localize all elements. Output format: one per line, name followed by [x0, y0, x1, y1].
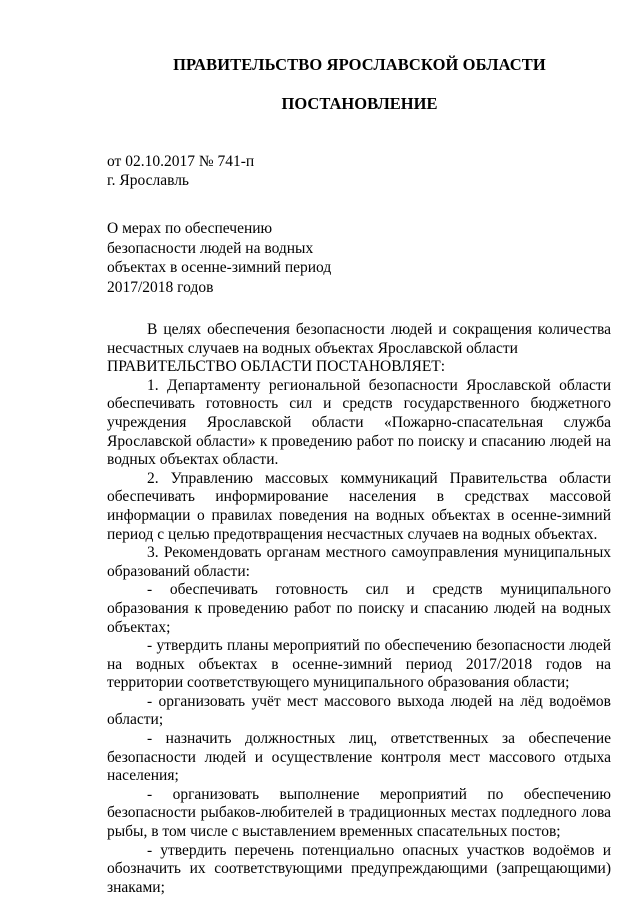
document-type: ПОСТАНОВЛЕНИЕ — [281, 94, 438, 113]
subclause: - утвердить перечень потенциально опасных участков водоёмов и обозначить их соответствующими предупреждающими (запрещающими) знаками; — [107, 841, 611, 896]
document-body — [107, 321, 611, 897]
intro-paragraph: В целях обеспечения безопасности людей и сокращения количества несчастных случаев на водных объектах Ярославской области — [107, 321, 611, 357]
subject-line: безопасности людей на водных — [107, 239, 314, 257]
subclause: - обеспечивать готовность сил и средств муниципального образования к проведению работ по поиску и спасанию людей на водных объектах; — [107, 581, 611, 636]
subclause: - утвердить планы мероприятий по обеспечению безопасности людей на водных объектах в осенне-зимний период 2017/2018 годов на территории соответствующего муниципального образования области; — [107, 637, 611, 692]
document-subject — [107, 219, 331, 297]
decree-line: ПРАВИТЕЛЬСТВО ОБЛАСТИ ПОСТАНОВЛЯЕТ: — [107, 358, 446, 376]
city: г. Ярославль — [107, 172, 189, 189]
org-title: ПРАВИТЕЛЬСТВО ЯРОСЛАВСКОЙ ОБЛАСТИ — [173, 55, 546, 74]
subclause: - организовать учёт мест массового выхода людей на лёд водоёмов области; — [107, 692, 611, 729]
subject-line: О мерах по обеспечению — [107, 220, 273, 237]
clause-1: 1. Департаменту региональной безопасности Ярославской области обеспечивать готовность сил и средств государственного бюджетного учреждения Ярославской области «Пожарно-спасательная служба Ярославской области» к проведению работ по поиску и спасанию людей на водных объектах области. — [107, 376, 611, 469]
subclause: - назначить должностных лиц, ответственных за обеспечение безопасности людей и осуществление контроля мест массового отдыха населения; — [107, 730, 611, 785]
subject-line: объектах в осенне-зимний период — [107, 259, 332, 276]
clause-2: 2. Управлению массовых коммуникаций Правительства области обеспечивать информирование населения в средствах массовой информации о правилах поведения на водных объектах в осенне-зимний период с целью предотвращения несчастных случаев на водных объектах. — [107, 469, 611, 543]
date-number: от 02.10.2017 № 741-п — [107, 153, 255, 170]
clause-3: 3. Рекомендовать органам местного самоуправления муниципальных образований области: — [107, 544, 611, 580]
subject-line: 2017/2018 годов — [107, 278, 214, 296]
subclause: - организовать выполнение мероприятий по обеспечению безопасности рыбаков-любителей в традиционных местах подледного лова рыбы, в том числе с выставлением временных спасательных постов; — [107, 785, 611, 841]
document-meta — [107, 152, 254, 190]
